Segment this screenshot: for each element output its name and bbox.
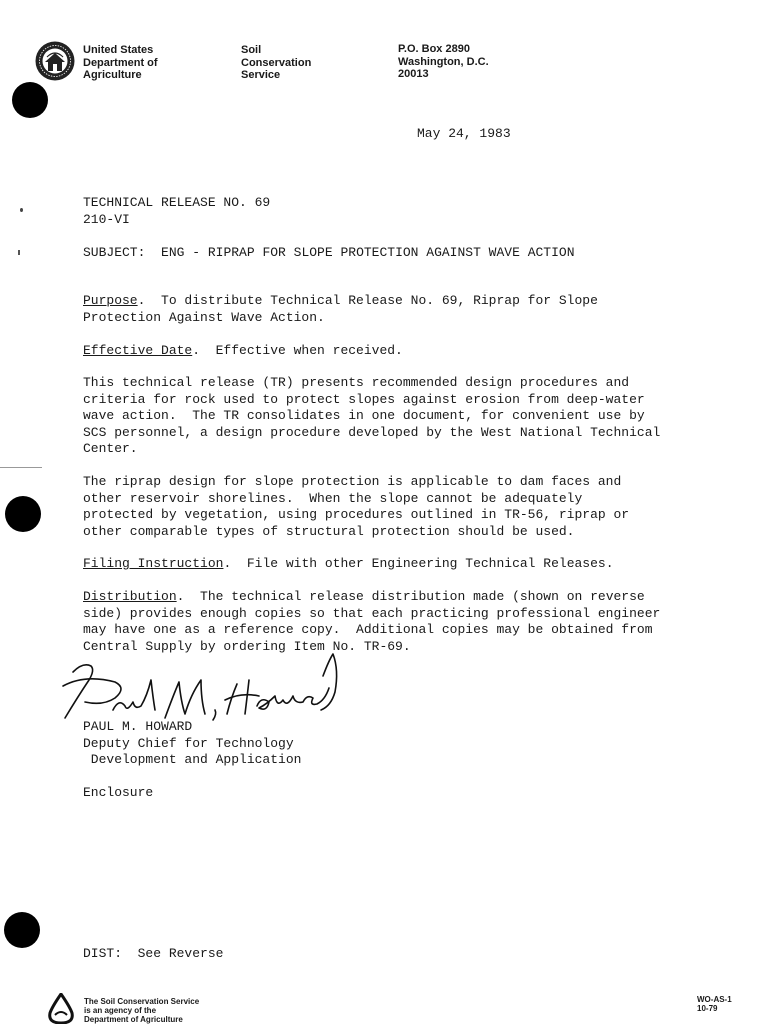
margin-rule <box>0 467 42 468</box>
dist-line <box>83 946 223 963</box>
scs-drop-logo-icon <box>44 993 78 1024</box>
address-line: 20013 <box>398 68 429 80</box>
distribution-line: Central Supply by ordering Item No. TR-69. <box>83 638 411 654</box>
punch-hole-top <box>12 82 48 118</box>
service-line: Service <box>241 69 281 81</box>
release-code: 210-VI <box>83 212 130 227</box>
paragraph-line: criteria for rock used to protect slopes against erosion from deep-water <box>83 391 645 407</box>
distribution-label: Distribution <box>83 589 177 604</box>
filing-section <box>83 556 614 573</box>
purpose-text: . To distribute Technical Release No. 69, Riprap for Slope <box>137 293 598 308</box>
signer-name: PAUL M. HOWARD <box>83 719 193 734</box>
paragraph-line: This technical release (TR) presents recommended design procedures and <box>83 375 630 390</box>
paragraph-line: wave action. The TR consolidates in one document, for convenient use by <box>83 408 645 423</box>
subject-label: SUBJECT: <box>83 245 146 260</box>
agency-line: United States <box>83 44 154 56</box>
agency-line: Agriculture <box>83 69 142 81</box>
subject-line <box>83 245 575 262</box>
purpose-section <box>83 293 598 326</box>
paragraph-line: Center. <box>83 441 138 456</box>
filing-text: . File with other Engineering Technical Releases. <box>223 556 614 571</box>
service-line: Soil <box>241 44 262 56</box>
agency-block <box>83 44 158 82</box>
enclosure-note: Enclosure <box>83 785 154 800</box>
signature-image <box>55 640 355 722</box>
paragraph-line: SCS personnel, a design procedure developed by the West National Technical <box>83 424 661 440</box>
address-line: Washington, D.C. <box>398 55 489 68</box>
footer-line: The Soil Conservation Service <box>84 997 200 1006</box>
paragraph-line: other reservoir shorelines. When the slope cannot be adequately <box>83 490 583 506</box>
intro-paragraph <box>83 375 660 458</box>
form-number <box>697 995 732 1013</box>
release-number: TECHNICAL RELEASE NO. 69 <box>83 195 271 210</box>
margin-speck <box>18 250 20 255</box>
purpose-label: Purpose <box>83 293 138 308</box>
margin-speck <box>20 208 23 212</box>
effective-text: . Effective when received. <box>192 343 403 358</box>
dist-text: See Reverse <box>137 946 224 961</box>
distribution-line: may have one as a reference copy. Additional copies may be obtained from <box>83 622 653 637</box>
letter-date: May 24, 1983 <box>417 126 511 141</box>
distribution-line: side) provides enough copies so that each practicing professional engineer <box>83 605 661 621</box>
effective-section <box>83 343 403 360</box>
dist-label: DIST: <box>83 946 123 961</box>
paragraph-line: protected by vegetation, using procedures outlined in TR-56, riprap or <box>83 507 630 522</box>
address-block <box>398 43 489 81</box>
purpose-text-line: Protection Against Wave Action. <box>83 309 325 325</box>
signature-block <box>83 719 301 769</box>
agency-line: Department of <box>83 56 158 69</box>
footer-line: Department of Agriculture <box>84 1015 183 1024</box>
footer-agency-note <box>84 997 199 1024</box>
service-block <box>241 44 311 82</box>
signer-title-line: Development and Application <box>83 752 302 767</box>
signer-title-line: Deputy Chief for Technology <box>83 735 294 751</box>
applicability-paragraph <box>83 474 629 540</box>
subject-text: ENG - RIPRAP FOR SLOPE PROTECTION AGAINST WAVE ACTION <box>161 245 575 260</box>
filing-label: Filing Instruction <box>83 556 224 571</box>
effective-label: Effective Date <box>83 343 193 358</box>
form-code: WO-AS-1 <box>697 995 732 1004</box>
footer-line: is an agency of the <box>84 1006 157 1015</box>
usda-seal-icon <box>34 40 76 82</box>
paragraph-line: other comparable types of structural protection should be used. <box>83 523 575 539</box>
form-date: 10-79 <box>697 1004 718 1013</box>
distribution-text: . The technical release distribution made (shown on reverse <box>176 589 645 604</box>
address-line: P.O. Box 2890 <box>398 43 470 55</box>
punch-hole-bottom <box>4 912 40 948</box>
punch-hole-middle <box>5 496 41 532</box>
service-line: Conservation <box>241 56 312 69</box>
paragraph-line: The riprap design for slope protection is applicable to dam faces and <box>83 474 622 489</box>
